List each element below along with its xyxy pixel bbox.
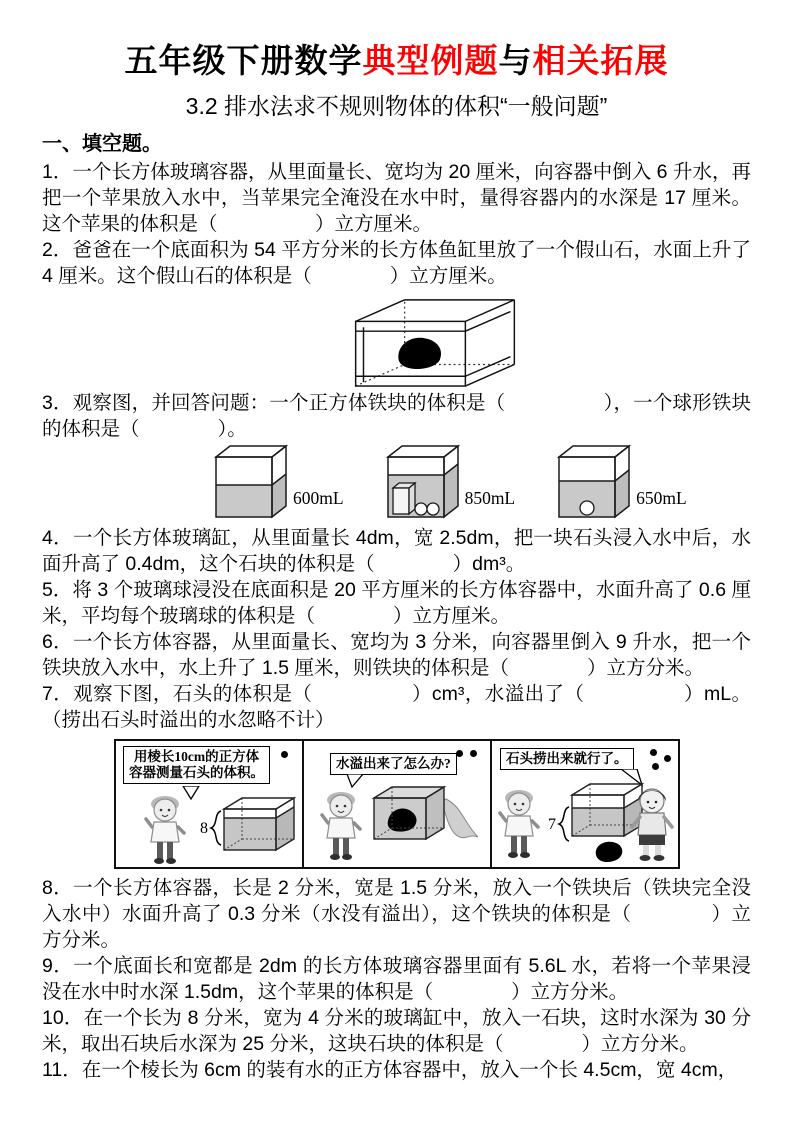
body: [505, 816, 533, 836]
head: [508, 793, 530, 815]
eye: [160, 809, 163, 812]
problem-8: 8．一个长方体容器，长是 2 分米，宽是 1.5 分米，放入一个铁块后（铁块完全没入水中）水面升高了 0.3 分米（水没有溢出），这个铁块的体积是（ ）立方分米。: [42, 876, 751, 951]
problem-2: 2．爸爸在一个底面积为 54 平方分米的长方体鱼缸里放了一个假山石，水面上升了 4 厘米。这个假山石的体积是（ ）立方厘米。: [42, 238, 751, 287]
water-side: [444, 464, 458, 517]
speech-bubble: [123, 746, 270, 784]
water-side: [276, 807, 294, 850]
foot: [342, 854, 352, 860]
problem-4: 4．一个长方体玻璃缸，从里面量长 4dm，宽 2.5dm，把一块石头浸入水中后，水面升高了 0.4dm，这个石块的体积是（ ）dm³。: [42, 526, 751, 575]
problem-1: 1．一个长方体玻璃容器，从里面量长、宽均为 20 厘米，向容器中倒入 6 升水，再把一个苹果放入水中，当苹果完全淹没在水中时，量得容器内的水深是 17 厘米。这个苹果的体积是（ ）立方厘米。: [42, 160, 751, 235]
leg: [333, 838, 339, 855]
comic-panel-2: [302, 741, 490, 867]
arm: [146, 819, 152, 827]
leg: [157, 842, 163, 859]
problem-7: 7．观察下图，石头的体积是（ ）cm³，水溢出了（ ）mL。（捞出石头时溢出的水忽略不计）: [42, 682, 751, 731]
panel-number-dot: [664, 755, 671, 762]
leg: [343, 838, 349, 855]
bubble-text-line-2: 容器测量石头的体积。: [129, 764, 264, 780]
comic-panel-1: [116, 741, 302, 867]
volume-label: 850mL: [464, 488, 516, 509]
container-2-drawing: [386, 444, 462, 520]
depth-label: 7: [548, 815, 556, 833]
foot: [508, 852, 518, 858]
title-segment-red-2: 相关拓展: [532, 42, 669, 79]
volume-label: 650mL: [636, 488, 687, 509]
speech-bubble: [500, 748, 634, 770]
eye: [336, 805, 339, 808]
volume-label: 600mL: [293, 488, 344, 509]
arm: [532, 821, 538, 827]
eye: [655, 801, 658, 804]
spill-wave: [440, 799, 478, 838]
water-cube: [220, 793, 298, 855]
sphere: [427, 503, 439, 515]
eye: [647, 801, 650, 804]
panel-number-dot: [470, 750, 477, 757]
water-side: [615, 470, 629, 517]
problem-3: 3．观察图，并回答问题：一个正方体铁块的体积是（ ），一个球形铁块的体积是（ ）。: [42, 391, 751, 440]
comic-strip-figure: [114, 739, 680, 869]
container-3-drawing: [557, 444, 633, 520]
foot: [154, 858, 164, 864]
body: [327, 818, 355, 838]
fish-tank-figure: [340, 292, 530, 388]
overflow-cube: [370, 783, 488, 861]
panel-number-dot: [652, 763, 659, 770]
shoe: [640, 855, 651, 861]
stone-outside: [592, 837, 626, 863]
container-1-drawing: [214, 444, 290, 520]
section-heading: 一、填空题。: [42, 132, 162, 155]
container-1: [214, 444, 344, 520]
speech-bubble: [330, 753, 457, 775]
title-segment-black-1: 五年级下册数学: [124, 42, 363, 79]
arm: [178, 827, 184, 833]
shorts: [639, 835, 665, 845]
sphere: [415, 503, 427, 515]
body: [638, 813, 666, 835]
eye: [522, 803, 525, 806]
title-segment-red-1: 典型例题: [362, 42, 499, 79]
containers-figure: [214, 444, 751, 520]
bubble-tail: [346, 774, 366, 789]
container-2: [386, 444, 516, 520]
panel-number-dot: [456, 750, 463, 757]
kid-figure: [142, 795, 188, 865]
bubble-text-line-1: 用棱长10cm的正方体: [133, 748, 260, 764]
foot: [166, 858, 176, 864]
container-3: [557, 444, 687, 520]
panel-number-dot: [281, 751, 288, 758]
eye: [514, 803, 517, 806]
leg: [167, 842, 173, 859]
iron-cube: [393, 483, 415, 514]
comic-panel-3: [490, 741, 678, 867]
problem-11: 11．在一个棱长为 6cm 的装有水的正方体容器中，放入一个长 4.5cm，宽 4cm，: [42, 1058, 738, 1081]
arm: [322, 815, 328, 823]
kid-figure: [496, 789, 542, 859]
problem-10: 10．在一个长为 8 分米，宽为 4 分米的玻璃缸中，放入一石块，这时水深为 30 分米，取出石块后水深为 25 分米，这块石块的体积是（ ）立方分米。: [42, 1006, 751, 1055]
head: [330, 795, 352, 817]
panel-number-dot: [650, 749, 657, 756]
bubble-text: 石头捞出来就行了。: [506, 750, 628, 766]
arm: [500, 813, 506, 821]
body: [151, 822, 179, 842]
problem-6: 6．一个长方体容器，从里面量长、宽均为 3 分米，向容器里倒入 9 升水，把一个铁块放入水中，水上升了 1.5 厘米，则铁块的体积是（ ）立方分米。: [42, 630, 751, 679]
title-segment-black-2: 与: [498, 42, 533, 79]
fish-tank-drawing: [340, 292, 530, 388]
eye: [168, 809, 171, 812]
depth-label: 8: [200, 819, 208, 837]
boy-figure: [628, 783, 676, 863]
page-title: [42, 40, 751, 83]
eye: [344, 805, 347, 808]
foot: [520, 852, 530, 858]
leg: [655, 845, 661, 856]
problem-9: 9．一个底面长和宽都是 2dm 的长方体玻璃容器里面有 5.6L 水，若将一个苹果浸没在水中时水深 1.5dm，这个苹果的体积是（ ）立方分米。: [42, 954, 751, 1003]
leg: [521, 836, 527, 853]
foot: [330, 854, 340, 860]
section-subtitle: 3.2 排水法求不规则物体的体积“一般问题”: [185, 92, 608, 119]
shoe: [654, 855, 665, 861]
head: [154, 799, 176, 821]
arm: [354, 823, 360, 829]
leg: [643, 845, 649, 856]
leg: [511, 836, 517, 853]
problem-5: 5．将 3 个玻璃球浸没在底面积是 20 平方厘米的长方体容器中，水面升高了 0.6 厘米，平均每个玻璃球的体积是（ ）立方厘米。: [42, 578, 751, 627]
sphere: [580, 501, 594, 515]
kid-figure: [318, 791, 364, 861]
water-front: [216, 485, 272, 517]
bubble-text: 水溢出来了怎么办?: [336, 755, 451, 771]
